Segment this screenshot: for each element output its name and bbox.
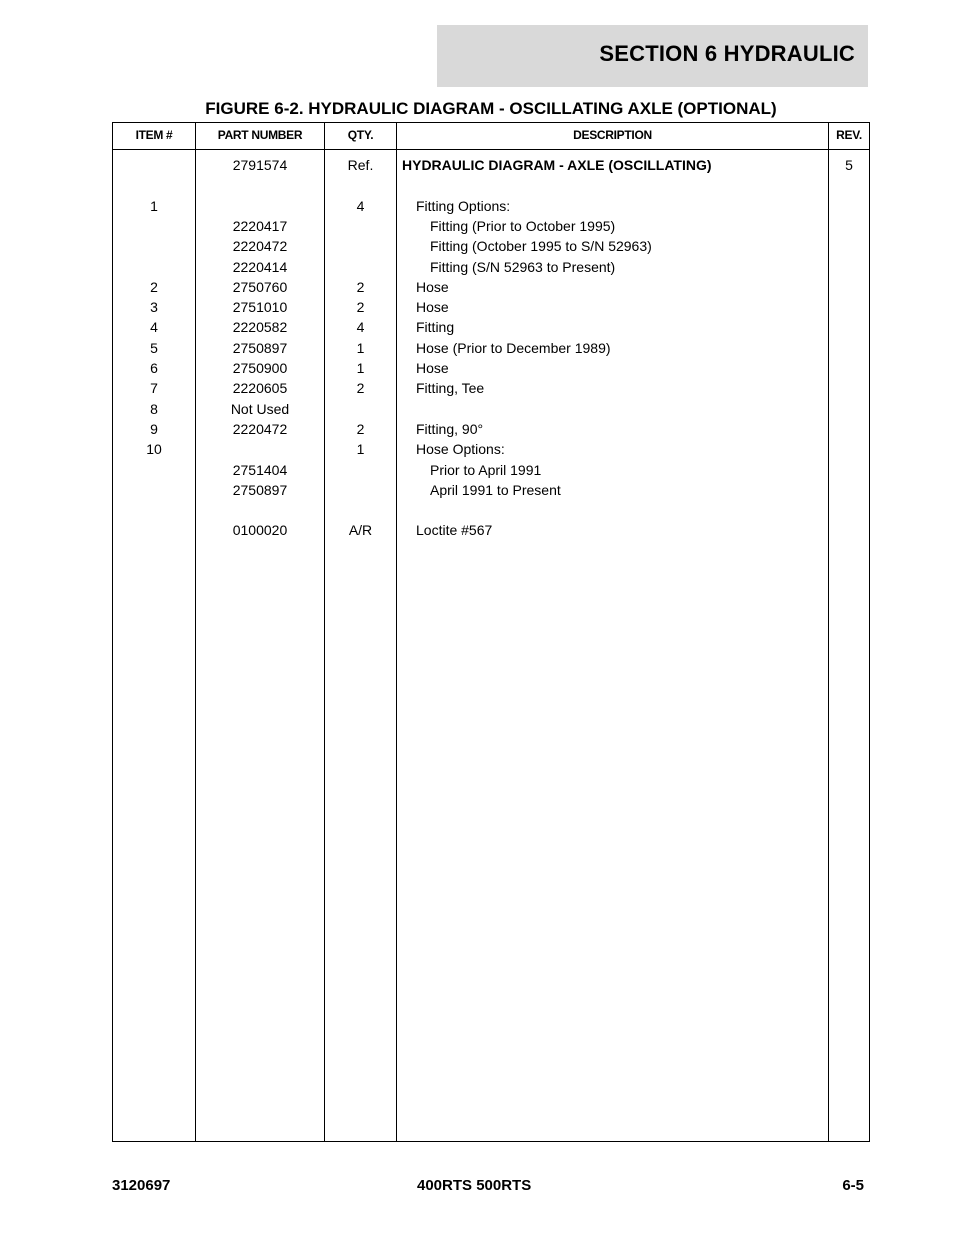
cell-description: Hose <box>416 360 449 376</box>
table-row <box>113 258 869 278</box>
column-header-item: ITEM # <box>135 128 173 142</box>
cell-item: 7 <box>150 380 158 397</box>
cell-description: Fitting (October 1995 to S/N 52963) <box>430 238 652 255</box>
table-row <box>113 156 869 176</box>
cell-item: 10 <box>146 441 162 458</box>
cell-qty: 2 <box>356 278 365 295</box>
table-row <box>113 339 869 359</box>
table-row <box>113 298 869 318</box>
cell-description: Fitting, 90° <box>416 420 484 437</box>
cell-description: HYDRAULIC DIAGRAM - AXLE (OSCILLATING) <box>402 157 712 173</box>
column-header-rev: REV. <box>836 128 862 142</box>
cell-qty: 4 <box>356 197 365 214</box>
table-row <box>113 400 869 420</box>
cell-description: Fitting (S/N 52963 to Present) <box>430 258 616 275</box>
table-row <box>113 379 869 399</box>
cell-part-number: Not Used <box>230 400 290 417</box>
cell-qty: 2 <box>356 299 365 316</box>
table-row <box>113 521 869 541</box>
cell-part-number: 2220472 <box>232 238 288 255</box>
cell-qty: 1 <box>356 360 365 376</box>
cell-description: Hose <box>416 278 449 295</box>
cell-item: 1 <box>150 197 158 214</box>
parts-table <box>112 122 870 1142</box>
table-row <box>113 318 869 338</box>
cell-description: Prior to April 1991 <box>430 461 542 478</box>
cell-description: Fitting Options: <box>416 197 511 214</box>
cell-description: Hose (Prior to December 1989) <box>416 339 611 356</box>
table-row <box>113 237 869 257</box>
cell-qty: 1 <box>356 441 365 458</box>
table-row <box>113 278 869 298</box>
column-header-description: DESCRIPTION <box>573 128 652 142</box>
cell-qty: 4 <box>356 319 365 336</box>
cell-item: 9 <box>150 420 158 437</box>
footer-model: 400RTS 500RTS <box>417 1177 532 1194</box>
table-row <box>113 359 869 379</box>
table-row <box>113 420 869 440</box>
column-header-part-number: PART NUMBER <box>217 128 303 142</box>
cell-part-number: 2220472 <box>232 420 288 437</box>
figure-title: FIGURE 6-2. HYDRAULIC DIAGRAM - OSCILLATING AXLE (OPTIONAL) <box>205 99 777 118</box>
cell-description: Fitting <box>416 319 455 336</box>
cell-qty: Ref. <box>347 157 374 173</box>
cell-part-number: 2220417 <box>232 217 288 234</box>
cell-part-number: 2750897 <box>232 481 288 498</box>
cell-rev: 5 <box>845 157 853 173</box>
cell-item: 5 <box>150 339 158 356</box>
cell-description: Loctite #567 <box>416 522 493 539</box>
table-row <box>113 176 869 196</box>
cell-part-number: 2750900 <box>232 360 288 376</box>
footer-doc-number: 3120697 <box>112 1177 171 1194</box>
table-row <box>113 197 869 217</box>
cell-part-number: 2751010 <box>232 299 288 316</box>
cell-description: Hose <box>416 299 449 316</box>
cell-item: 4 <box>150 319 158 336</box>
cell-item: 3 <box>150 299 158 316</box>
cell-item: 6 <box>150 360 158 376</box>
cell-description: Hose Options: <box>416 441 505 458</box>
cell-qty: 2 <box>356 380 365 397</box>
cell-description: April 1991 to Present <box>430 481 561 498</box>
cell-part-number: 0100020 <box>232 522 288 539</box>
footer-page-number: 6-5 <box>842 1177 864 1194</box>
header-divider <box>113 149 869 150</box>
cell-part-number: 2750760 <box>232 278 288 295</box>
cell-description: Fitting (Prior to October 1995) <box>430 217 616 234</box>
table-row <box>113 217 869 237</box>
cell-item: 2 <box>150 278 158 295</box>
column-header-qty: QTY. <box>347 128 374 142</box>
cell-item: 8 <box>150 400 158 417</box>
cell-part-number: 2751404 <box>232 461 288 478</box>
table-row <box>113 461 869 481</box>
cell-part-number: 2791574 <box>232 157 288 173</box>
cell-description: Fitting, Tee <box>416 380 485 397</box>
cell-part-number: 2220605 <box>232 380 288 397</box>
table-row <box>113 440 869 460</box>
table-row <box>113 481 869 501</box>
section-header <box>437 25 868 87</box>
section-title: SECTION 6 HYDRAULIC <box>599 41 855 66</box>
cell-part-number: 2220414 <box>232 258 288 275</box>
cell-qty: A/R <box>348 522 373 539</box>
cell-qty: 1 <box>356 339 365 356</box>
cell-qty: 2 <box>356 420 365 437</box>
cell-part-number: 2220582 <box>232 319 288 336</box>
cell-part-number: 2750897 <box>232 339 288 356</box>
table-row <box>113 501 869 521</box>
